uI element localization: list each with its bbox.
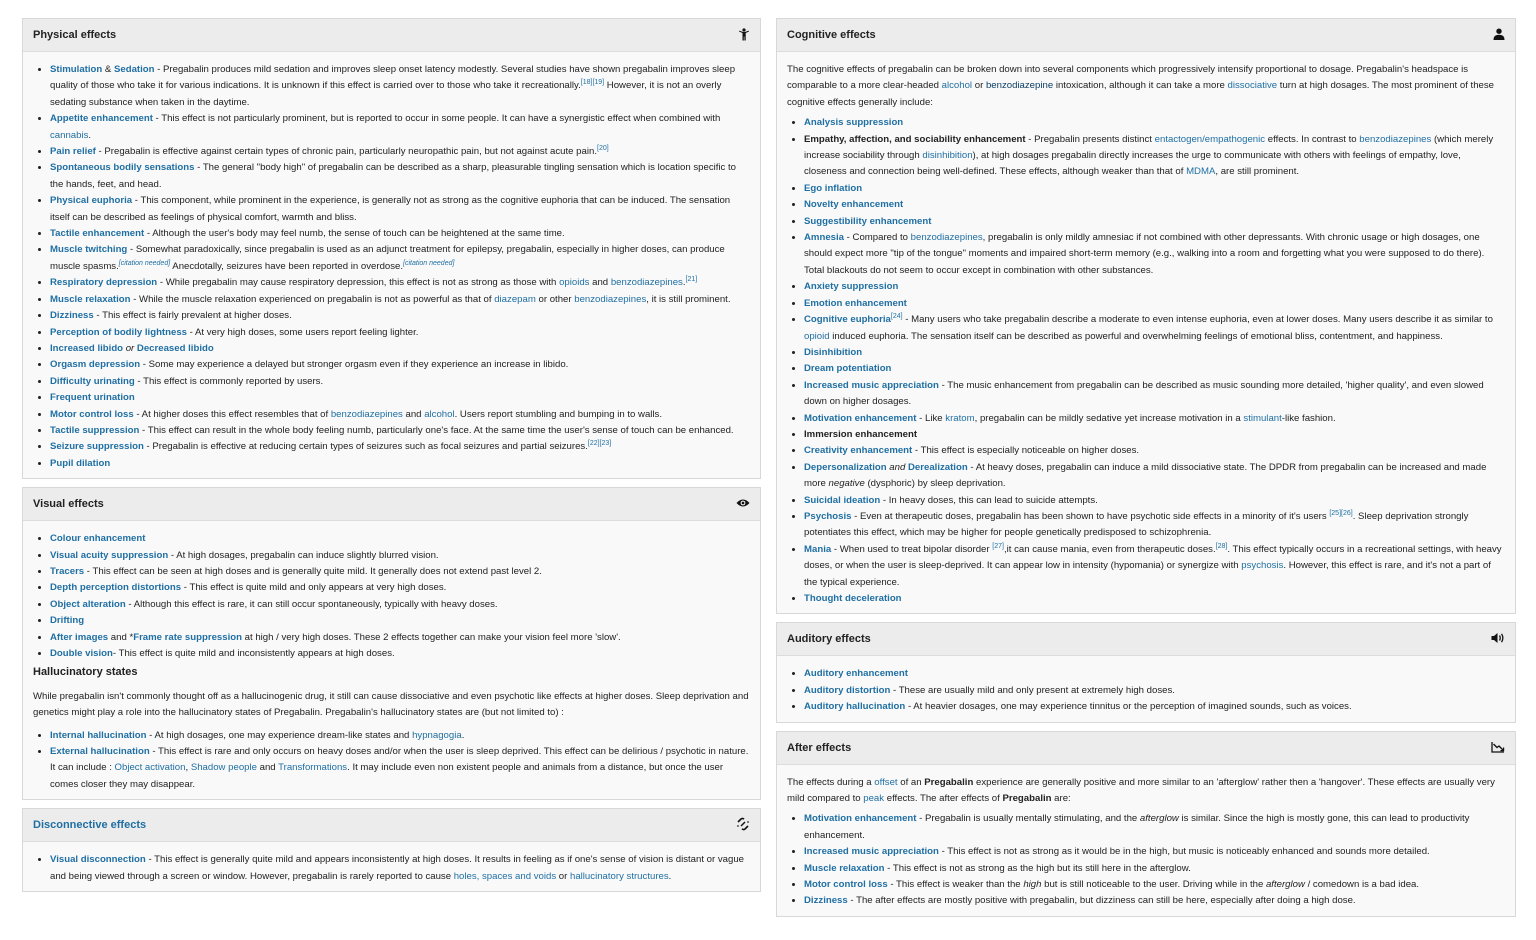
list-item: • Stimulation & Sedation - Pregabalin produces mild sedation and improves sleep onset latency modestly. Several studies have shown pregabalin improves sleep quality of those who take it for various indications. It is unknown if this effect is carried over to those who take it recreationally.[18][19] However, it is not an overly sedating substance when taken in the daytime. [50,62,750,111]
user-icon [1493,28,1505,42]
hallucinatory-states-intro: While pregabalin isn't commonly thought off as a hallucinogenic drug, it still can cause dissociative and even psychotic like effects at higher doses. Sleep deprivation and genetics might play a role into the hallucinatory states of Pregabalin. Pregabalin's hallucinatory states are (but not limited to) : [33,690,749,719]
effect-link[interactable]: Suggestibility enhancement [804,215,932,227]
list-item: • Seizure suppression - Pregabalin is effective at reducing certain types of seizures such as focal seizures and partial seizures.[22][23] [50,439,750,455]
list-item: • Auditory hallucination - At heavier dosages, one may experience tinnitus or the perception of imagined sounds, such as voices. [804,699,1505,715]
effect-link[interactable]: Frame rate suppression [133,631,242,643]
inline-link[interactable]: opioid [804,330,830,342]
list-item [50,456,750,472]
list-item: • Psychosis - Even at therapeutic doses, pregabalin has been shown to have psychotic side effects in a minority of it's users [25][26]. Sleep deprivation strongly potentiates this effect, which may be higher for people genetically predisposed to schizophrenia. [804,509,1505,542]
person-icon [738,28,750,43]
inline-link[interactable]: Object activation [114,762,186,774]
list-item: • Muscle relaxation - While the muscle relaxation experienced on pregabalin is not as powerful as that of diazepam or other benzodiazepines, it is still prominent. [50,292,750,308]
inline-link[interactable]: alcohol [941,80,973,92]
list-item: • Respiratory depression - While pregabalin may cause respiratory depression, this effect is not as strong as those with opioids and benzodiazepines.[21] [50,275,750,291]
effect-link[interactable]: Object alteration [50,598,126,610]
effect-link[interactable]: Auditory enhancement [804,668,908,680]
list-item: • Depersonalization and Derealization - At heavy doses, pregabalin can induce a mild dissociative state. The DPDR from pregabalin can be increased and made more negative (dysphoric) by sleep deprivation. [804,460,1505,493]
list-item: • Mania - When used to treat bipolar disorder [27],it can cause mania, even from therapeutic doses.[28]. This effect typically occurs in a recreational settings, with heavy doses, or when the user is sleep-deprived. It can appear low in intensity (hypomania) or synergize with psychosis. However, this effect is rare, and it's not a part of the typical experience. [804,542,1505,591]
chart-down-icon [1491,741,1505,755]
citation[interactable]: [citation needed] [118,259,171,267]
inline-link[interactable]: stimulant [1243,412,1282,424]
citation[interactable]: [21] [685,276,698,284]
effect-link[interactable]: Muscle twitching [50,244,128,256]
effect-link[interactable]: Seizure suppression [50,441,144,453]
physical-effects-panel [22,18,761,479]
inline-link[interactable]: dissociative [1227,80,1278,92]
physical-effects-list [33,62,750,472]
effect-link[interactable]: Colour enhancement [50,533,146,545]
list-item: • Appetite enhancement - This effect is not particularly prominent, but is reported to occur in some people. It can have a synergistic effect when combined with cannabis. [50,111,750,144]
list-item: • Difficulty urinating - This effect is commonly reported by users. [50,374,750,390]
citation[interactable]: [28] [1215,542,1228,550]
inline-link[interactable]: disinhibition [922,150,973,162]
effect-link[interactable]: Difficulty urinating [50,375,135,387]
citation[interactable]: [24] [890,312,903,320]
inline-link[interactable]: benzodiazepines [610,277,683,289]
inline-link[interactable]: cannabis [50,129,89,141]
list-item [804,361,1505,377]
citation[interactable]: [citation needed] [403,259,455,267]
effect-link[interactable]: Motivation enhancement [804,813,917,825]
inline-link[interactable]: diazepam [494,293,536,305]
effect-link[interactable]: Creativity enhancement [804,445,913,457]
cognitive-effects-panel [776,18,1516,614]
effect-link[interactable]: Motivation enhancement [804,412,917,424]
effect-link[interactable]: Novelty enhancement [804,199,904,211]
inline-link[interactable]: hypnagogia [412,729,462,741]
visual-effects-list [33,531,750,662]
effect-link[interactable]: Emotion enhancement [804,297,907,309]
cognitive-effects-title: Cognitive effects [787,29,876,41]
inline-link[interactable]: benzodiazepines [574,293,647,305]
effect-link[interactable]: Amnesia [804,232,844,244]
list-item: • Amnesia - Compared to benzodiazepines, pregabalin is only mildly amnesiac if not combined with other depressants. With chronic usage or high dosages, one should expect more "tip of the tongue" moments and impaired short-term memory (e.g., walking into a room and forgetting what you were supposed to do there). Total blackouts do not seem to occur except in combination with other substances. [804,230,1505,279]
effect-link[interactable]: Internal hallucination [50,729,147,741]
effect-link[interactable]: Dizziness [804,895,848,907]
effect-link[interactable]: Spontaneous bodily sensations [50,162,195,174]
list-item: • Creativity enhancement - This effect is especially noticeable on higher doses. [804,443,1505,459]
effect-link[interactable]: Perception of bodily lightness [50,326,187,338]
disconnective-effects-header[interactable] [23,809,760,842]
effect-link[interactable]: Depth perception distortions [50,582,182,594]
after-effects-title: After effects [787,741,852,754]
visual-effects-header[interactable] [23,488,760,521]
list-item: • Dizziness - This effect is fairly prevalent at higher doses. [50,308,750,324]
inline-link[interactable]: benzodiazepines [910,232,983,244]
list-item [804,181,1505,197]
list-item: • Cognitive euphoria[24] - Many users who take pregabalin describe a moderate to even intense euphoria, even at lower doses. Many users describe it as similar to opioid induced euphoria. The sensation itself can be described as powerful and overwhelming feelings of emotional bliss, contentment, and happiness. [804,312,1505,345]
list-item: • Spontaneous bodily sensations - The general "body high" of pregabalin can be described as a sharp, pleasurable tingling sensation which is location specific to the hands, feet, and head. [50,160,750,193]
physical-effects-header[interactable] [23,19,760,52]
inline-link[interactable]: peak [863,793,885,805]
list-item: • Double vision- This effect is quite mild and inconsistently appears at high doses. [50,646,750,662]
effect-link[interactable]: Frequent urination [50,392,135,404]
list-item: • Dizziness - The after effects are mostly positive with pregabalin, but dizziness can still be here, especially after doing a high dose. [804,893,1505,909]
left-column [22,18,761,900]
effect-link[interactable]: Visual acuity suppression [50,549,169,561]
citation[interactable]: [25][26] [1329,509,1353,517]
list-item: • Depth perception distortions - This effect is quite mild and only appears at very high doses. [50,580,750,596]
inline-link[interactable]: MDMA [1186,166,1216,178]
effect-link[interactable]: Respiratory depression [50,277,158,289]
effect-link[interactable]: Auditory distortion [804,684,891,696]
list-item: • Auditory distortion - These are usually mild and only present at extremely high doses. [804,683,1505,699]
inline-link[interactable]: opioids [559,277,590,289]
list-item: • Pain relief - Pregabalin is effective against certain types of chronic pain, particularly neuropathic pain, but not against acute pain.[20] [50,144,750,160]
eye-icon [736,498,750,510]
effect-link[interactable]: Analysis suppression [804,117,904,129]
list-item [804,666,1505,682]
inline-link[interactable]: Shadow people [190,762,257,774]
effect-link[interactable]: Stimulation [50,64,103,75]
list-item [804,214,1505,230]
disconnective-effects-list [33,852,750,885]
list-item [804,279,1505,295]
cognitive-effects-list [787,115,1505,607]
list-item: • Increased music appreciation - The music enhancement from pregabalin can be described as music sounding more detailed, 'higher quality', and even slowed down on higher dosages. [804,378,1505,411]
effect-link[interactable]: Tracers [50,565,85,577]
list-item: • Orgasm depression - Some may experience a delayed but stronger orgasm even if they experience an increase in libido. [50,357,750,373]
effect-link[interactable]: Appetite enhancement [50,113,153,125]
effect-link[interactable]: Drifting [50,615,85,627]
list-item: • Physical euphoria - This component, while prominent in the experience, is generally not as strong as the cognitive euphoria that can be induced. The sensation itself can be described as feelings of physical comfort, warmth and bliss. [50,193,750,226]
visual-effects-title: Visual effects [33,498,104,511]
list-item: • Increased libido or Decreased libido [50,341,750,357]
list-item: • Muscle twitching - Somewhat paradoxically, since pregabalin is used as an adjunct treatment for epilepsy, pregabalin, especially in higher doses, can produce muscle spasms.[citation needed] Anecdotally, seizures have been reported in overdose.[citation needed] [50,242,750,275]
effect-link[interactable]: Cognitive euphoria [804,314,891,326]
right-column [776,18,1516,925]
list-item: • Visual acuity suppression - At high dosages, pregabalin can induce slightly blurred vision. [50,548,750,564]
list-item [804,345,1505,361]
list-item: • Immersion enhancement [804,427,1505,443]
hallucinatory-states-heading: Hallucinatory states [33,666,138,679]
effect-link[interactable]: External hallucination [50,746,150,758]
inline-link[interactable]: benzodiazepines [1359,133,1432,145]
effect-link[interactable]: Muscle relaxation [50,293,131,305]
effect-link[interactable]: Increased libido [50,342,124,354]
list-item: • Visual disconnection - This effect is generally quite mild and appears inconsistently at high doses. It results in feeling as if one's sense of vision is distant or vague and being viewed through a screen or window. However, pregabalin is rarely reported to cause holes, spaces and voids or hallucinatory structures. [50,852,750,885]
effect-link[interactable]: Double vision [50,648,113,659]
effect-link[interactable]: Increased music appreciation [804,379,939,391]
effect-link[interactable]: Thought deceleration [804,593,902,604]
inline-link[interactable]: hallucinatory structures [570,870,669,882]
list-item: • Object alteration - Although this effect is rare, it can still occur spontaneously, typically with heavy doses. [50,597,750,613]
after-effects-header[interactable] [777,732,1515,765]
list-item: • After images and *Frame rate suppression at high / very high doses. These 2 effects together can make your vision feel more 'slow'. [50,630,750,646]
physical-effects-title: Physical effects [33,29,117,41]
effect-link[interactable]: Sedation [113,64,155,75]
auditory-effects-header[interactable] [777,623,1515,656]
disconnective-effects-panel [22,808,761,892]
effect-link[interactable]: Derealization [907,461,968,473]
list-item: • Motivation enhancement - Like kratom, pregabalin can be mildly sedative yet increase motivation in a stimulant-like fashion. [804,411,1505,427]
after-effects-panel [776,731,1516,917]
speaker-icon [1491,632,1505,646]
effect-link[interactable]: Orgasm depression [50,359,141,371]
cognitive-effects-header[interactable] [777,19,1515,52]
disconnective-effects-title[interactable]: Disconnective effects [33,819,147,832]
list-item [50,390,750,406]
effect-link[interactable]: Anxiety suppression [804,281,899,293]
list-item: • Tactile suppression - This effect can result in the whole body feeling numb, particularly one's face. At the same time the user's sense of touch can be enhanced. [50,423,750,439]
effect-link[interactable]: Disinhibition [804,346,863,358]
list-item: • Motivation enhancement - Pregabalin is usually mentally stimulating, and the afterglow is similar. Since the high is mostly gone, this can lead to productivity enhancement. [804,811,1505,844]
citation[interactable]: [27] [992,542,1004,550]
inline-link[interactable]: offset [874,776,898,788]
auditory-effects-list [787,666,1505,715]
effect-link[interactable]: Muscle relaxation [804,862,885,874]
citation[interactable]: [20] [597,144,609,152]
effect-link[interactable]: Visual disconnection [50,854,146,866]
list-item: • External hallucination - This effect is rare and only occurs on heavy doses and/or when the user is sleep deprived. This effect can be delirious / psychotic in nature. It can include : Object activation, Shadow people and Transformations. It may include even non existent people and animals from a distance, but once the user comes closer they may disappear. [50,744,750,793]
effect-link[interactable]: Depersonalization [804,461,887,473]
inline-link[interactable]: Transformations [278,762,348,774]
effect-link[interactable]: Increased music appreciation [804,846,939,858]
effect-link[interactable]: Decreased libido [136,342,214,354]
list-item [50,531,750,547]
inline-link[interactable]: psychosis [1241,560,1284,572]
effect-link[interactable]: Pupil dilation [50,457,111,469]
effect-link[interactable]: Motor control loss [804,879,888,891]
hallucinatory-states-list [33,728,750,794]
list-item: • Empathy, affection, and sociability enhancement - Pregabalin presents distinct entactogen/empathogenic effects. In contrast to benzodiazepines (which merely increase sociability through disinhibition), at high dosages pregabalin directly increases the urge to communicate with others with feelings of empathy, love, closeness and connection being well-defined. These effects, although weaker than that of MDMA, are still prominent. [804,132,1505,181]
list-item [804,197,1505,213]
effect-link[interactable]: Physical euphoria [50,195,133,207]
effect-link[interactable]: Pain relief [50,146,96,158]
effect-link[interactable]: Psychosis [804,510,852,522]
effect-link[interactable]: Suicidal ideation [804,494,881,506]
cognitive-intro: The cognitive effects of pregabalin can be broken down into several components which progressively intensify proportional to dosage. Pregabalin's headspace is comparable to a more clear-headed alcohol or benzodiazepine intoxication, although it can take a more dissociative turn at high dosages. The most prominent of these cognitive effects generally include: [787,64,1495,108]
list-item: • Tracers - This effect can be seen at high doses and is generally quite mild. It generally does not extend past level 2. [50,564,750,580]
list-item: • Suicidal ideation - In heavy doses, this can lead to suicide attempts. [804,493,1505,509]
inline-link[interactable]: entactogen/empathogenic [1154,133,1266,145]
list-item: • Internal hallucination - At high dosages, one may experience dream-like states and hypnagogia. [50,728,750,744]
effect-link[interactable]: Motor control loss [50,408,134,420]
auditory-effects-panel [776,622,1516,722]
list-item: • Muscle relaxation - This effect is not as strong as the high but its still here in the afterglow. [804,861,1505,877]
inline-link[interactable]: alcohol [424,408,455,420]
after-effects-intro: The effects during a offset of an Pregabalin experience are generally positive and more similar to an 'afterglow' rather then a 'hangover'. These effects are usually very mild compared to peak effects. The after effects of Pregabalin are: [787,776,1495,805]
citation[interactable]: [18][19] [580,79,605,87]
auditory-effects-title: Auditory effects [787,633,871,646]
effect-link[interactable]: Dream potentiation [804,363,892,375]
list-item: • Tactile enhancement - Although the user's body may feel numb, the sense of touch can be heightened at the same time. [50,226,750,242]
after-effects-list [787,811,1505,909]
list-item: • Motor control loss - At higher doses this effect resembles that of benzodiazepines and alcohol. Users report stumbling and bumping in to walls. [50,407,750,423]
list-item: • Motor control loss - This effect is weaker than the high but is still noticeable to the user. Driving while in the afterglow / comedown is a bad idea. [804,877,1505,893]
list-item [804,296,1505,312]
list-item [804,591,1505,607]
effect-link[interactable]: After images [50,631,109,643]
inline-link[interactable]: holes, spaces and voids [453,870,557,882]
effect-link[interactable]: Ego inflation [804,182,863,194]
list-item: • Increased music appreciation - This effect is not as strong as it would be in the high, but music is noticeably enhanced and sounds more detailed. [804,844,1505,860]
effect-link[interactable]: Tactile suppression [50,424,140,436]
visual-effects-panel [22,487,761,800]
broken-link-icon [736,817,750,833]
effect-link[interactable]: Mania [804,543,832,555]
effect-link[interactable]: Dizziness [50,310,94,322]
list-item: • Perception of bodily lightness - At very high doses, some users report feeling lighter. [50,325,750,341]
list-item [50,613,750,629]
effect-link[interactable]: Auditory hallucination [804,701,906,713]
effect-link[interactable]: Tactile enhancement [50,228,145,240]
citation[interactable]: [22][23] [587,440,612,448]
inline-link[interactable]: kratom [945,412,975,424]
inline-link[interactable]: benzodiazepines [330,408,403,420]
list-item [804,115,1505,131]
